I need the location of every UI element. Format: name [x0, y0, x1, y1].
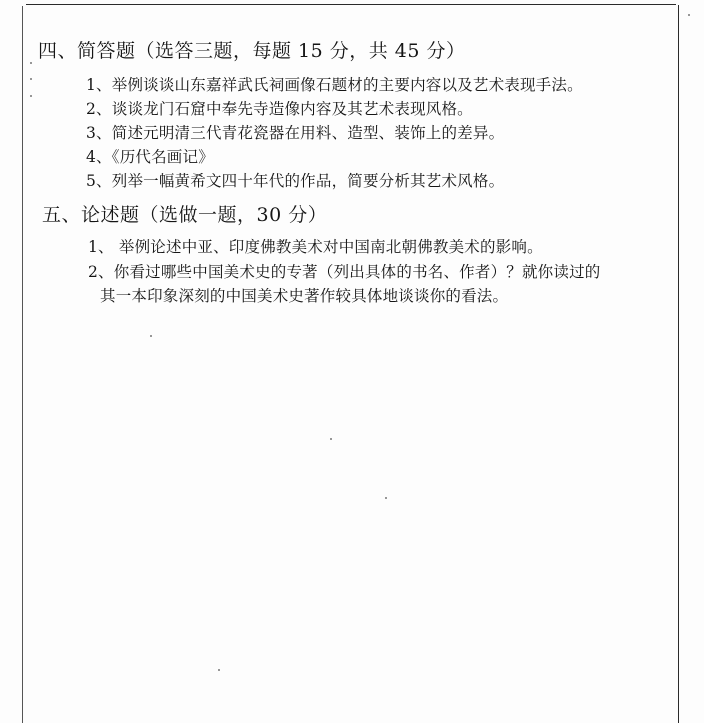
section-5-question-2-line-1: 2、你看过哪些中国美术史的专著（列出具体的书名、作者）？就你读过的 — [88, 263, 601, 281]
section-4-question-1: 1、举例谈谈山东嘉祥武氏祠画像石题材的主要内容以及艺术表现手法。 — [86, 76, 583, 94]
section-4-question-4: 4、《历代名画记》 — [86, 148, 214, 166]
scan-speck — [150, 335, 152, 337]
scan-speck — [30, 78, 32, 80]
section-4-question-3: 3、简述元明清三代青花瓷器在用料、造型、装饰上的差异。 — [86, 124, 505, 142]
scan-speck — [218, 669, 220, 671]
scan-speck — [330, 438, 332, 440]
section-5-question-2-line-2: 其一本印象深刻的中国美术史著作较具体地谈谈你的看法。 — [100, 287, 509, 305]
section-5-title: 五、论述题（选做一题，30 分） — [42, 204, 328, 226]
page-border-left — [22, 6, 23, 723]
section-5-question-1: 1、 举例论述中亚、印度佛教美术对中国南北朝佛教美术的影响。 — [88, 238, 543, 256]
section-4-question-2: 2、谈谈龙门石窟中奉先寺造像内容及其艺术表现风格。 — [86, 100, 473, 118]
page-border-right — [678, 5, 679, 723]
scan-speck — [688, 14, 690, 16]
section-4-title: 四、简答题（选答三题，每题 15 分，共 45 分） — [38, 40, 466, 62]
scan-speck — [30, 95, 32, 97]
scan-speck — [385, 497, 387, 499]
page-border-top — [26, 4, 676, 5]
section-4-question-5: 5、列举一幅黄希文四十年代的作品，简要分析其艺术风格。 — [86, 172, 505, 190]
scan-speck — [30, 62, 32, 64]
